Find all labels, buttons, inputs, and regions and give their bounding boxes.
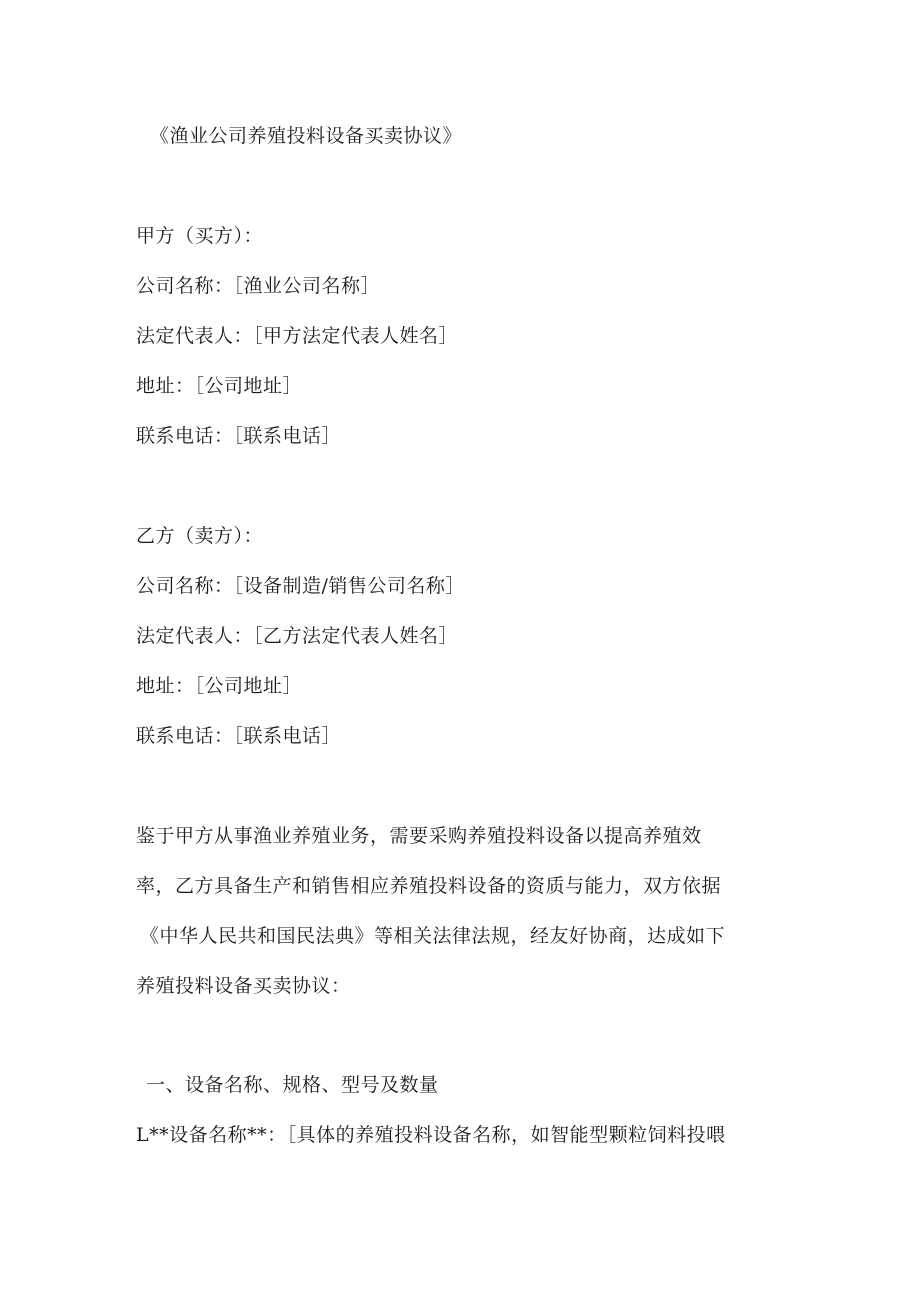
section-1-heading: 一、设备名称、规格、型号及数量: [146, 1074, 439, 1096]
preamble-line: 鉴于甲方从事渔业养殖业务，需要采购养殖投料设备以提高养殖效: [136, 825, 702, 847]
party-a-address: 地址：［公司地址］: [136, 375, 303, 397]
party-b-address: 地址：［公司地址］: [136, 675, 303, 697]
preamble-line: 率，乙方具备生产和销售相应养殖投料设备的资质与能力，双方依据: [136, 875, 722, 897]
party-b-heading: 乙方（卖方）：: [136, 525, 264, 547]
section-1-item-1: L**设备名称**：［具体的养殖投料设备名称，如智能型颗粒饲料投喂: [136, 1124, 726, 1146]
preamble-line: 《中华人民共和国民法典》等相关法律法规，经友好协商，达成如下: [140, 925, 726, 947]
party-b-phone: 联系电话：［联系电话］: [136, 725, 342, 747]
party-b-representative: 法定代表人：［乙方法定代表人姓名］: [136, 625, 459, 647]
party-a-phone: 联系电话：［联系电话］: [136, 425, 342, 447]
party-b-company: 公司名称：［设备制造/销售公司名称］: [136, 575, 465, 597]
party-a-representative: 法定代表人：［甲方法定代表人姓名］: [136, 325, 459, 347]
party-a-company: 公司名称：［渔业公司名称］: [136, 275, 381, 297]
document-title: 《渔业公司养殖投料设备买卖协议》: [150, 125, 463, 147]
preamble-line: 养殖投料设备买卖协议：: [136, 975, 351, 997]
party-a-heading: 甲方（买方）：: [136, 225, 264, 247]
